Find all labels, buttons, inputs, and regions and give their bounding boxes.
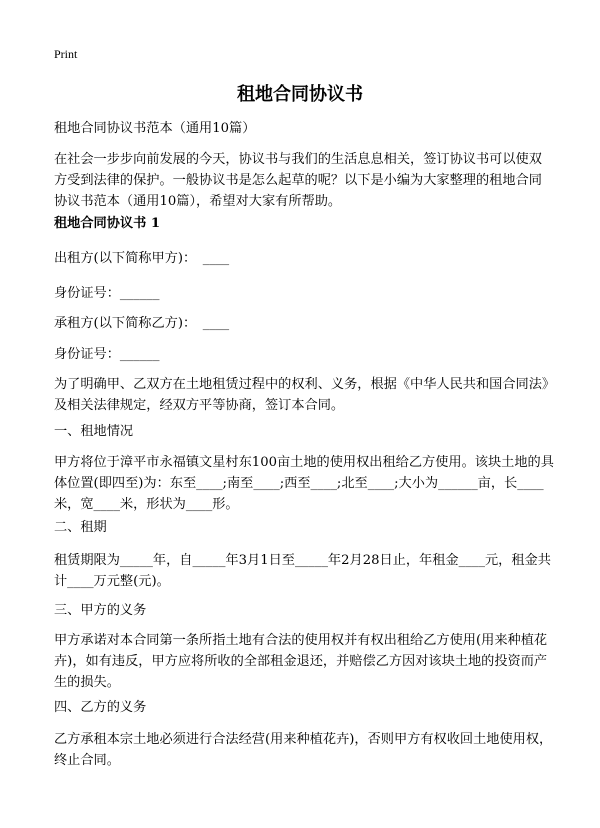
clause-text-lessee-duties: 乙方承租本宗土地必须进行合法经营(用来种植花卉)，否则甲方有权收回土地使用权，终止合同。 <box>54 732 553 768</box>
clause-text-land: 甲方将位于漳平市永福镇文星村东100亩土地的使用权出租给乙方使用。该块土地的具体位置(即四至)为：东至____;南至____;西至____;北至____;大小为______亩，长____米，宽____米，形状为____形。 <box>54 455 554 512</box>
clause-heading-lessee-duties: 四、乙方的义务 <box>54 700 147 715</box>
clause-text-lessor-duties: 甲方承诺对本合同第一条所指土地有合法的使用权并有权出租给乙方使用(用来种植花卉)，如有违反，甲方应将所收的全部租金退还，并赔偿乙方因对该块土地的投资而产生的损失。 <box>54 633 548 690</box>
lessor-id-field: 身份证号：______ <box>54 286 160 301</box>
intro-paragraph: 在社会一步步向前发展的今天，协议书与我们的生活息息相关，签订协议书可以使双方受到法律的保护。一般协议书是怎么起草的呢？以下是小编为大家整理的租地合同协议书范本（通用10篇），希望对大家有所帮助。 <box>54 152 542 209</box>
purpose-paragraph: 为了明确甲、乙双方在土地租赁过程中的权利、义务，根据《中华人民共和国合同法》及相关法律规定，经双方平等协商，签订本合同。 <box>54 377 549 413</box>
clause-heading-land: 一、租地情况 <box>54 424 134 439</box>
clause-heading-term: 二、租期 <box>54 520 107 535</box>
lessee-id-field: 身份证号：______ <box>54 347 160 362</box>
clause-heading-lessor-duties: 三、甲方的义务 <box>54 603 147 618</box>
print-link[interactable]: Print <box>54 47 78 61</box>
subtitle-line: 租地合同协议书范本（通用10篇） <box>54 121 256 136</box>
page-title: 租地合同协议书 <box>237 84 363 105</box>
clause-text-term: 租赁期限为_____年，自_____年3月1日至_____年2月28日止，年租金____元，租金共计____万元整(元)。 <box>54 553 551 589</box>
lessor-field: 出租方(以下简称甲方)： ____ <box>54 251 230 266</box>
lessee-field: 承租方(以下简称乙方)： ____ <box>54 316 230 331</box>
section-heading-1: 租地合同协议书 1 <box>54 216 161 231</box>
